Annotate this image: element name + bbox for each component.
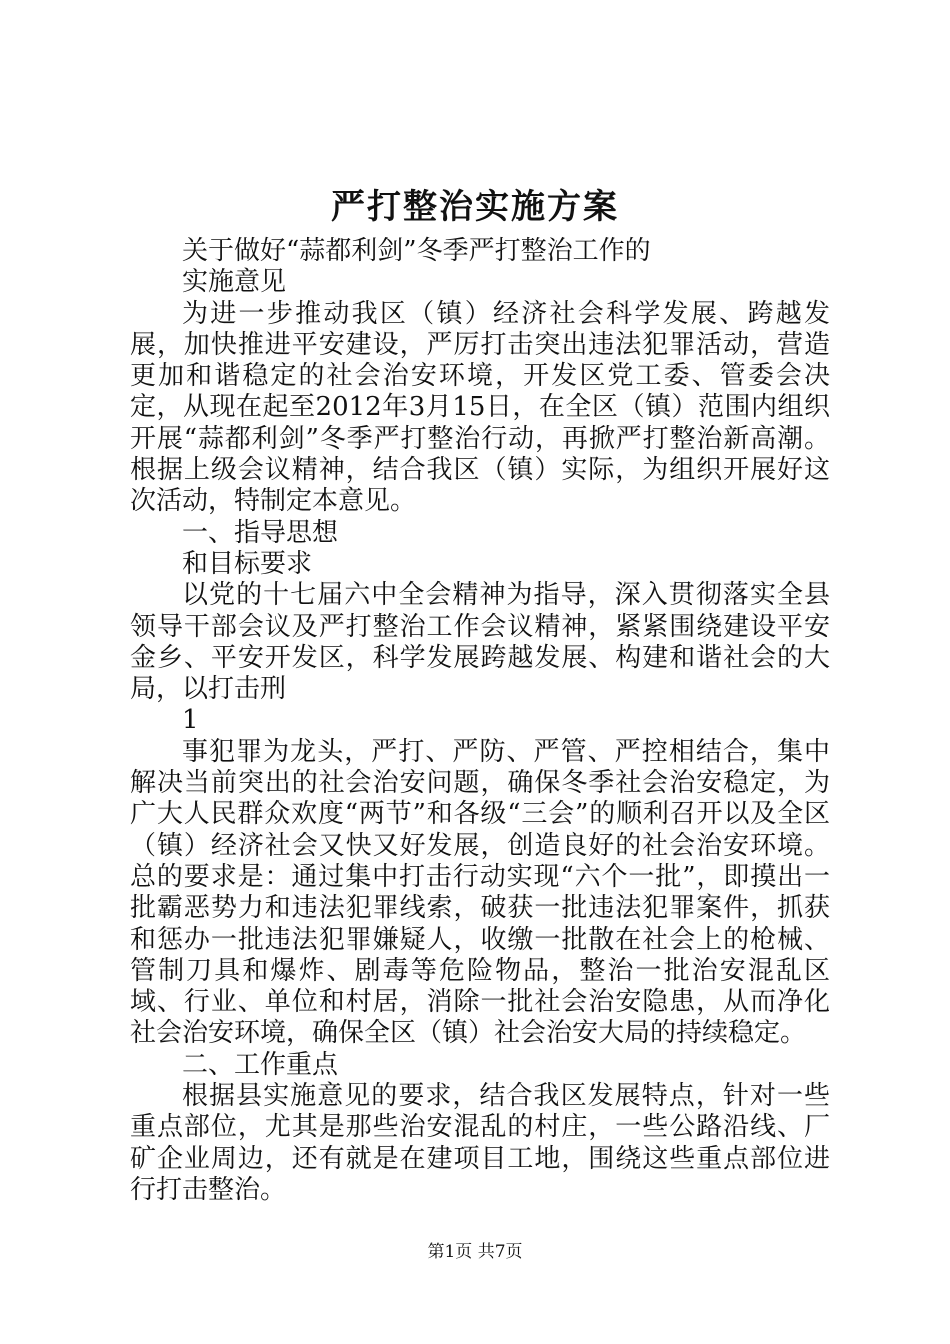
inline-page-number: 1 bbox=[182, 705, 199, 736]
section-heading-2: 二、工作重点 bbox=[182, 1049, 339, 1080]
paragraph-subtitle-line-2: 实施意见 bbox=[182, 267, 287, 298]
paragraph-requirements: 事犯罪为龙头，严打、严防、严管、严控相结合，集中解决当前突出的社会治安问题，确保冬季社会治安稳定，为广大人民群众欢度“两节”和各级“三会”的顺利召开以及全区（镇）经济社会又快又好发展，创造良好的社会治安环境。总的要求是：通过集中打击行动实现“六个一批”，即摸出一批霸恶势力和违法犯罪线索，破获一批违法犯罪案件，抓获和惩办一批违法犯罪嫌疑人，收缴一批散在社会上的枪械、管制刀具和爆炸、剧毒等危险物品，整治一批治安混乱区域、行业、单位和村居，消除一批社会治安隐患，从而净化社会治安环境，确保全区（镇）社会治安大局的持续稳定。 bbox=[130, 736, 830, 1049]
paragraph-work-focus: 根据县实施意见的要求，结合我区发展特点，针对一些重点部位，尤其是那些治安混乱的村庄，一些公路沿线、厂矿企业周边，还有就是在建项目工地，围绕这些重点部位进行打击整治。 bbox=[130, 1081, 830, 1205]
paragraph-subtitle-line-1: 关于做好“蒜都利剑”冬季严打整治工作的 bbox=[182, 236, 651, 266]
page-footer: 第1页 共7页 bbox=[427, 1242, 523, 1262]
document-body bbox=[130, 236, 830, 1206]
paragraph-guiding-thought: 以党的十七届六中全会精神为指导，深入贯彻落实全县领导干部会议及严打整治工作会议精神，紧紧围绕建设平安金乡、平安开发区，科学发展跨越发展、构建和谐社会的大局，以打击刑 bbox=[130, 580, 830, 705]
section-heading-1-line-2: 和目标要求 bbox=[182, 548, 313, 579]
paragraph-intro: 为进一步推动我区（镇）经济社会科学发展、跨越发展，加快推进平安建设，严厉打击突出违法犯罪活动，营造更加和谐稳定的社会治安环境，开发区党工委、管委会决定，从现在起至2012年3月15日，在全区（镇）范围内组织开展“蒜都利剑”冬季严打整治行动，再掀严打整治新高潮。根据上级会议精神，结合我区（镇）实际，为组织开展好这次活动，特制定本意见。 bbox=[130, 298, 830, 517]
section-heading-1-line-1: 一、指导思想 bbox=[182, 517, 339, 548]
document-title: 严打整治实施方案 bbox=[331, 187, 619, 227]
